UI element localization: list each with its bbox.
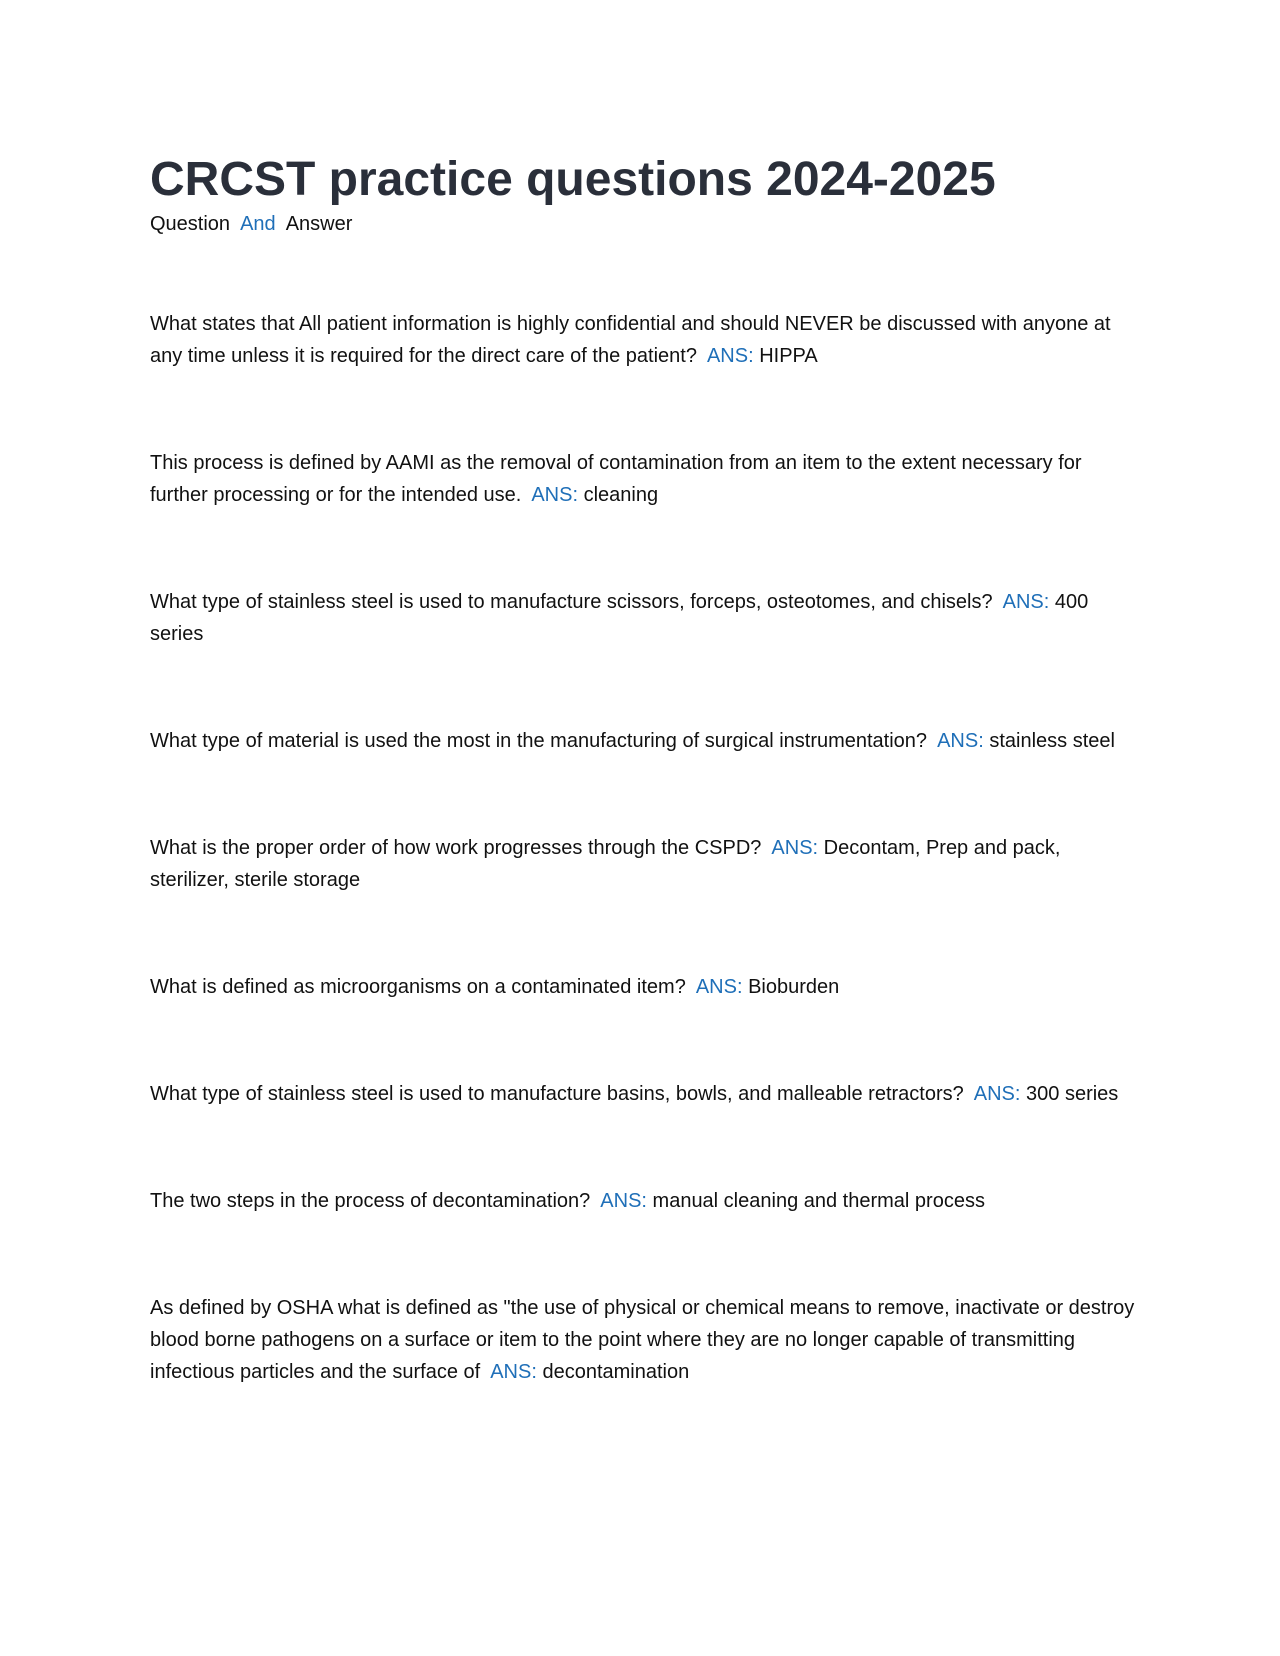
answer-text: Bioburden [748, 976, 840, 998]
subtitle-question: Question [150, 213, 231, 235]
qa-item [150, 586, 1140, 650]
qa-item [150, 725, 1140, 757]
qa-item [150, 1185, 1140, 1217]
answer-text: Decontam, Prep and pack, sterilizer, sterile storage [150, 837, 1061, 891]
ans-label: ANS: [937, 730, 984, 752]
ans-label: ANS: [706, 345, 754, 367]
ans-label: ANS: [1002, 591, 1050, 613]
subtitle-and: And [240, 213, 276, 235]
document-content [150, 150, 1140, 1463]
question-text: This process is defined by AAMI as the removal of contamination from an item to the extent necessary for further processing or for the intended use. [150, 452, 1082, 506]
answer-text: 400 series [150, 591, 1089, 645]
question-text: What states that All patient information is highly confidential and should NEVER be discussed with anyone at any time unless it is required for the direct care of the patient? [150, 313, 1111, 367]
ans-label: ANS: [490, 1361, 537, 1383]
subtitle-answer: Answer [285, 213, 353, 235]
answer-text: 300 series [1026, 1083, 1119, 1105]
page-title: CRCST practice questions 2024-2025 [150, 153, 996, 206]
ans-label: ANS: [695, 976, 743, 998]
question-text: What is defined as microorganisms on a contaminated item? [150, 976, 686, 998]
qa-item [150, 1292, 1140, 1388]
question-text: What type of stainless steel is used to manufacture basins, bowls, and malleable retractors? [150, 1083, 964, 1105]
answer-text: cleaning [583, 484, 659, 506]
question-text: As defined by OSHA what is defined as "the use of physical or chemical means to remove, inactivate or destroy blood borne pathogens on a surface or item to the point where they are no longer capable of transmitting infectious particles and the surface of [150, 1297, 1135, 1383]
qa-item [150, 1078, 1140, 1110]
ans-label: ANS: [973, 1083, 1021, 1105]
qa-item [150, 971, 1140, 1003]
subtitle [150, 210, 1140, 238]
qa-item [150, 447, 1140, 511]
ans-label: ANS: [771, 837, 819, 859]
answer-text: stainless steel [989, 730, 1115, 752]
qa-list [150, 308, 1140, 1388]
answer-text: manual cleaning and thermal process [652, 1190, 985, 1212]
question-text: What is the proper order of how work progresses through the CSPD? [150, 837, 762, 859]
question-text: What type of stainless steel is used to manufacture scissors, forceps, osteotomes, and chisels? [150, 591, 993, 613]
answer-text: decontamination [542, 1361, 690, 1383]
ans-label: ANS: [600, 1190, 647, 1212]
qa-item [150, 308, 1140, 372]
answer-text: HIPPA [759, 345, 818, 367]
question-text: The two steps in the process of decontamination? [150, 1190, 591, 1212]
question-text: What type of material is used the most in the manufacturing of surgical instrumentation? [150, 730, 928, 752]
qa-item [150, 832, 1140, 896]
ans-label: ANS: [531, 484, 579, 506]
